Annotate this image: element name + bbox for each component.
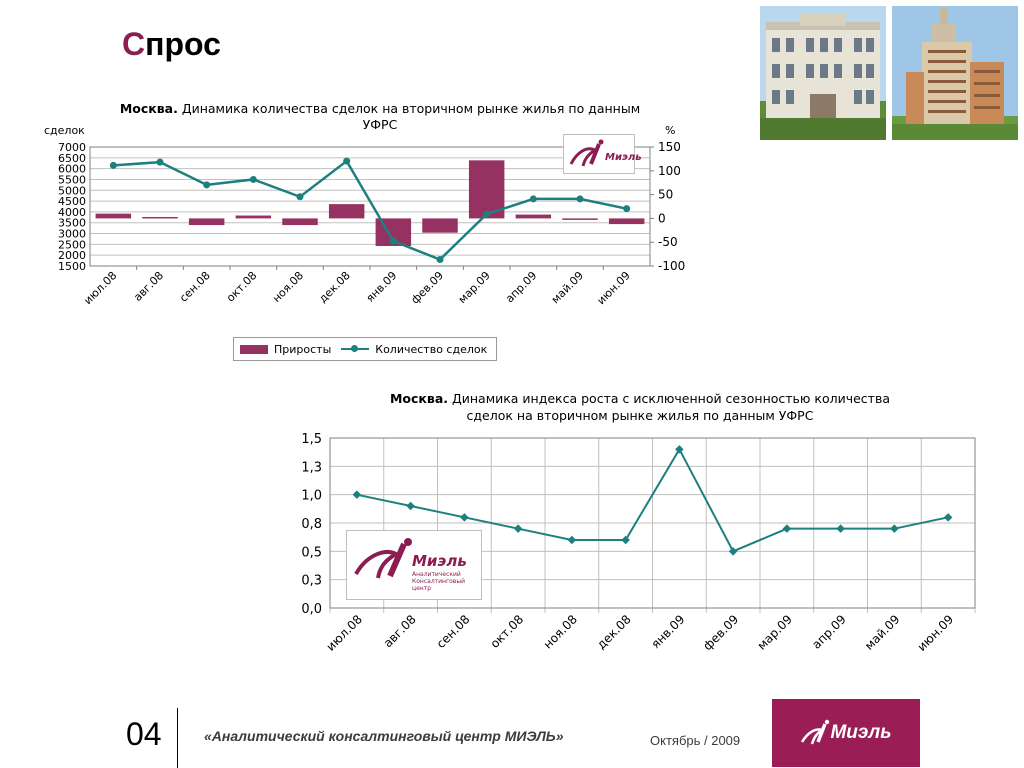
chart1-legend — [233, 337, 497, 361]
chart1-category-label: июл.08 — [81, 268, 120, 308]
chart1-left-tick-label: 1500 — [58, 260, 86, 273]
chart2-y-tick-label: 1,5 — [301, 432, 322, 447]
page-title-rest: прос — [145, 26, 221, 62]
chart1-left-tick-label: 2500 — [58, 238, 86, 252]
legend-item-bars — [240, 343, 331, 356]
chart2-category-label: ноя.08 — [540, 612, 580, 652]
chart2-category-label: янв.09 — [648, 612, 688, 652]
chart1-right-tick-label: 0 — [658, 211, 666, 226]
chart2-category-label: июн.09 — [914, 612, 957, 654]
chart1-bar — [142, 217, 177, 219]
chart2-point — [729, 547, 737, 555]
chart2-category-label: дек.08 — [594, 612, 634, 652]
chart1-title-line1: Динамика количества сделок на вторичном рынке жилья по данным — [177, 101, 641, 116]
chart2-point — [514, 524, 522, 532]
chart2-logo-sub-1: Аналитический — [412, 571, 461, 578]
chart1-right-tick-label: 150 — [658, 140, 681, 154]
chart1-point — [483, 211, 490, 218]
chart2-point — [568, 536, 576, 544]
chart2-category-label: май.09 — [861, 612, 903, 653]
chart1-title — [100, 101, 660, 133]
chart1-logo-word: Миэль — [605, 152, 642, 163]
page-title-first-letter: С — [122, 26, 146, 62]
chart1-category-label: фев.09 — [408, 268, 447, 307]
chart2-point — [783, 524, 791, 532]
chart1-point — [157, 159, 164, 166]
chart1-bar — [189, 218, 224, 225]
chart1-point — [530, 195, 537, 202]
chart1-bar — [236, 216, 271, 219]
footer-date: Октябрь / 2009 — [650, 733, 741, 748]
chart1-point — [623, 205, 630, 212]
chart1-category-label: авг.08 — [131, 268, 167, 304]
chart1-category-label: июн.09 — [594, 268, 633, 308]
chart1-left-axis-label: сделок — [44, 124, 85, 137]
chart1-bar — [422, 218, 457, 232]
chart2-title — [340, 390, 940, 424]
chart2-point — [353, 490, 361, 498]
chart1-left-tick-label: 4500 — [58, 195, 86, 209]
chart1-title-bold: Москва. — [119, 101, 178, 116]
chart2-category-label: апр.09 — [809, 612, 849, 652]
chart2-category-label: окт.08 — [487, 612, 527, 651]
footer-company: «Аналитический консалтинговый центр МИЭЛЬ» — [204, 728, 564, 744]
footer-logo — [772, 699, 920, 767]
chart2-logo-word: Миэль — [412, 552, 467, 570]
chart2-point — [406, 502, 414, 510]
chart2-y-tick-label: 1,3 — [301, 460, 322, 476]
footer-divider — [177, 708, 178, 768]
building-photo-right — [892, 6, 1018, 140]
footer-logo-text: Миэль — [830, 722, 892, 743]
chart1-point — [110, 162, 117, 169]
chart2-y-tick-label: 1,0 — [301, 488, 322, 504]
chart2-point — [460, 513, 468, 521]
legend-bar-swatch — [240, 345, 268, 354]
chart1-left-tick-label: 6000 — [58, 162, 86, 176]
legend-line-label: Количество сделок — [375, 342, 488, 356]
mielle-logo-large-icon — [350, 534, 478, 596]
chart2-logo-sub-2: Консалтинговый — [412, 578, 465, 585]
chart2-point — [890, 524, 898, 532]
chart1-title-line2: УФРС — [362, 117, 398, 132]
chart1-left-tick-label: 6500 — [58, 151, 86, 165]
chart2-category-label: фев.09 — [700, 612, 742, 654]
chart1-left-tick-label: 7000 — [58, 141, 86, 154]
footer-logo-icon — [800, 718, 830, 748]
chart2-category-label: мар.09 — [754, 612, 795, 653]
legend-item-line — [341, 343, 487, 356]
legend-bars-label: Приросты — [274, 342, 332, 356]
chart2-title-line1: Динамика индекса роста с исключенной сезонностью количества — [448, 391, 890, 406]
chart1-category-label: дек.08 — [316, 268, 353, 306]
chart1-point — [297, 193, 304, 200]
chart1-category-label: сен.08 — [177, 268, 213, 305]
building-photo-left — [760, 6, 886, 140]
chart1-bar — [562, 218, 597, 220]
chart2-logo — [346, 530, 482, 600]
chart2-category-label: сен.08 — [433, 612, 473, 652]
chart1-left-tick-label: 5000 — [58, 184, 86, 198]
chart1-bar — [96, 214, 131, 219]
chart1-right-axis-label: % — [665, 124, 676, 137]
chart1-logo — [563, 134, 642, 174]
chart1-right-tick-label: -50 — [658, 235, 678, 250]
chart1-category-label: ноя.08 — [270, 268, 307, 306]
chart1-bar — [516, 215, 551, 219]
chart1-category-label: май.09 — [548, 268, 587, 307]
chart1-category-label: окт.08 — [223, 268, 260, 305]
chart1-point — [343, 158, 350, 165]
chart1-point — [390, 238, 397, 245]
page-title — [122, 26, 221, 63]
chart2-y-tick-label: 0,5 — [301, 545, 322, 561]
chart1-category-label: янв.09 — [363, 268, 400, 305]
chart1-right-tick-label: 50 — [658, 187, 674, 202]
chart1-left-tick-label: 4000 — [58, 205, 86, 219]
chart2-y-tick-label: 0,8 — [301, 517, 322, 532]
chart1-bar — [282, 218, 317, 225]
chart2-category-label: авг.08 — [380, 612, 419, 651]
chart1-bar — [609, 218, 644, 224]
chart1-left-tick-label: 5500 — [58, 173, 86, 187]
chart1-category-label: мар.09 — [455, 268, 493, 307]
chart1-right-tick-label: 100 — [658, 163, 681, 178]
page-number: 04 — [126, 716, 162, 752]
chart1-right-tick-label: -100 — [658, 259, 686, 273]
chart2-category-label: июл.08 — [323, 612, 365, 654]
chart2-logo-sub-3: центр — [412, 585, 432, 592]
chart1-left-tick-label: 2000 — [58, 249, 86, 263]
chart1-left-tick-label: 3500 — [58, 216, 86, 230]
chart2-title-line2: сделок на вторичном рынке жилья по данным УФРС — [466, 408, 814, 423]
chart1-point — [437, 256, 444, 263]
chart2-y-tick-label: 0,0 — [301, 602, 322, 617]
chart1-bar — [329, 204, 364, 218]
chart2-point — [621, 536, 629, 544]
mielle-logo-icon — [567, 138, 642, 170]
chart1-point — [250, 176, 257, 183]
chart2-point — [675, 445, 683, 453]
chart2-point — [944, 513, 952, 521]
chart2-point — [836, 524, 844, 532]
chart2-y-tick-label: 0,3 — [301, 573, 322, 589]
chart1-point — [203, 181, 210, 188]
chart2-title-bold: Москва. — [389, 391, 448, 406]
chart1-left-tick-label: 3000 — [58, 227, 86, 241]
chart1-point — [577, 195, 584, 202]
chart1-category-label: апр.09 — [503, 268, 540, 306]
legend-line-swatch — [341, 343, 369, 355]
